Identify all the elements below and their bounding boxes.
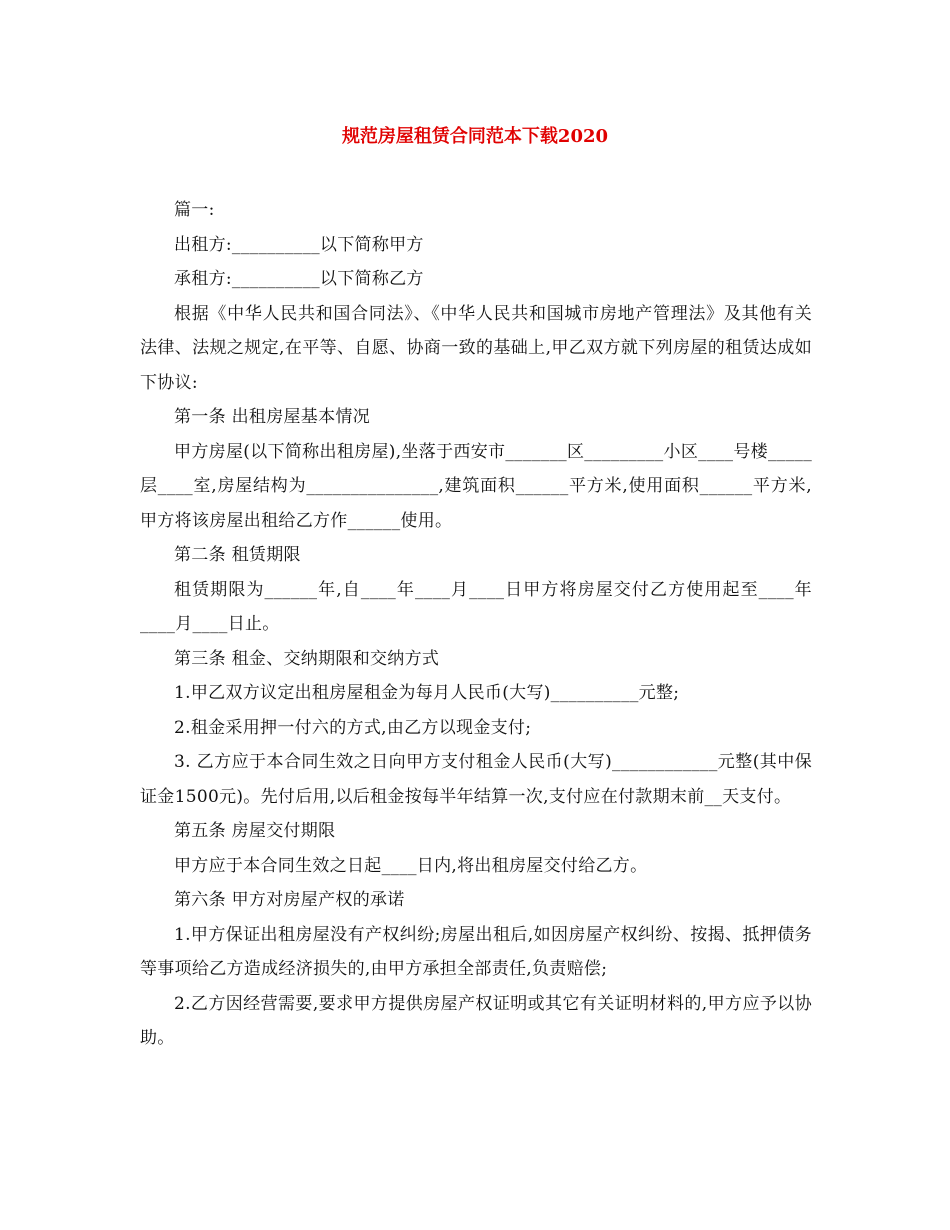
article-2-heading: 第二条 租赁期限 <box>174 545 301 565</box>
article-6-item-1: 1.甲方保证出租房屋没有产权纠纷;房屋出租后,如因房屋产权纠纷、按揭、抵押债务等事项给乙方造成经济损失的,由甲方承担全部责任,负责赔偿; <box>140 924 812 979</box>
paragraph-part-one: 篇一: <box>174 200 215 220</box>
article-1-heading: 第一条 出租房屋基本情况 <box>174 407 371 427</box>
article-5-body: 甲方应于本合同生效之日起____日内,将出租房屋交付给乙方。 <box>174 855 648 876</box>
article-3-item-3: 3. 乙方应于本合同生效之日向甲方支付租金人民币(大写)____________元整(其中保证金1500元)。先付后用,以后租金按每半年结算一次,支付应在付款期末前__天支付。 <box>140 752 812 807</box>
article-5-heading: 第五条 房屋交付期限 <box>174 821 336 841</box>
article-3-item-1: 1.甲乙双方议定出租房屋租金为每月人民币(大写)__________元整; <box>174 683 680 703</box>
document-title: 规范房屋租赁合同范本下载2020 <box>341 126 609 147</box>
article-6-heading: 第六条 甲方对房屋产权的承诺 <box>174 890 405 910</box>
document-body <box>140 193 812 1056</box>
article-3-heading: 第三条 租金、交纳期限和交纳方式 <box>174 648 440 669</box>
paragraph-lessor: 出租方:__________以下简称甲方 <box>174 234 424 255</box>
article-6-item-2: 2.乙方因经营需要,要求甲方提供房屋产权证明或其它有关证明材料的,甲方应予以协助。 <box>140 993 812 1048</box>
article-3-item-2: 2.租金采用押一付六的方式,由乙方以现金支付; <box>174 717 532 738</box>
paragraph-preamble: 根据《中华人民共和国合同法》、《中华人民共和国城市房地产管理法》及其他有关法律、法规之规定,在平等、自愿、协商一致的基础上,甲乙双方就下列房屋的租赁达成如下协议: <box>140 303 812 393</box>
paragraph-lessee: 承租方:__________以下简称乙方 <box>174 269 424 289</box>
article-2-body: 租赁期限为______年,自____年____月____日甲方将房屋交付乙方使用起至____年____月____日止。 <box>140 579 812 634</box>
article-1-body: 甲方房屋(以下简称出租房屋),坐落于西安市_______区_________小区____号楼_____层____室,房屋结构为_______________,建筑面积______平方米,使用面积______平方米,甲方将该房屋出租给乙方作______使用。 <box>140 441 812 531</box>
